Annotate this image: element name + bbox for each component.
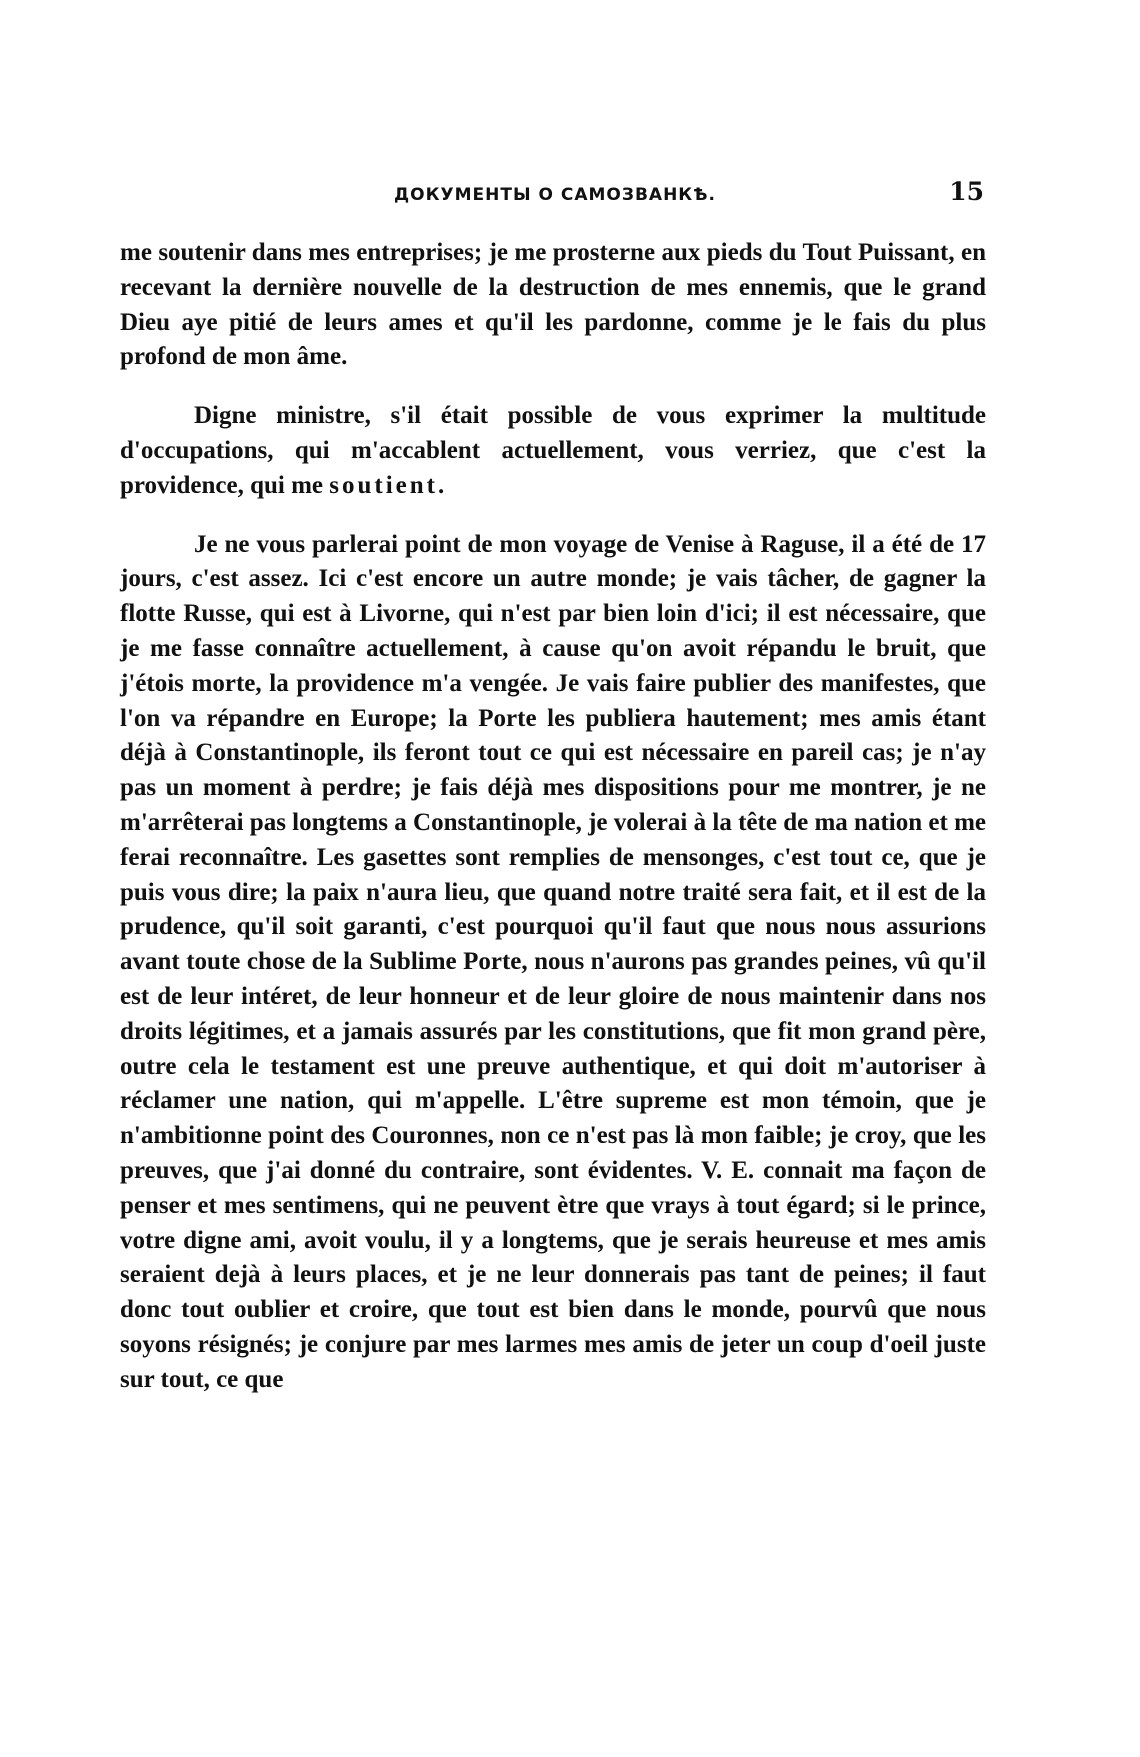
- paragraph-2: [120, 399, 986, 503]
- paragraph-2-text: Digne ministre, s'il était possible de vous exprimer la multitude d'occupations, qui m'accablent actuellement, vous verriez, que c'est la providence, qui me: [120, 402, 986, 499]
- paragraph-2-spaced-word: soutient.: [329, 471, 448, 499]
- paragraph-3: Je ne vous parlerai point de mon voyage de Venise à Raguse, il a été de 17 jours, c'est assez. Ici c'est encore un autre monde; je vais tâcher, de gagner la flotte Russe, qui est à Livorne, qui n'est par bien loin d'ici; il est nécessaire, que je me fasse connaître actuellement, à cause qu'on avoit répandu le bruit, que j'étois morte, la providence m'a vengée. Je vais faire publier des manifestes, que l'on va répandre en Europe; la Porte les publiera hautement; mes amis étant déjà à Constantinople, ils feront tout ce qui est nécessaire en pareil cas; je n'ay pas un moment à perdre; je fais déjà mes dispositions pour me montrer, je ne m'arrêterai pas longtems a Constantinople, je volerai à la tête de ma nation et me ferai reconnaître. Les gasettes sont remplies de mensonges, c'est tout ce, que je puis vous dire; la paix n'aura lieu, que quand notre traité sera fait, et il est de la prudence, qu'il soit garanti, c'est pourquoi qu'il faut que nous nous assurions avant toute chose de la Sublime Porte, nous n'aurons pas grandes peines, vû qu'il est de leur intéret, de leur honneur et de leur gloire de nous maintenir dans nos droits légitimes, et a jamais assurés par les constitutions, que fit mon grand père, outre cela le testament est une preuve authentique, et qui doit m'autoriser à réclamer une nation, qui m'appelle. L'être supreme est mon témoin, que je n'ambitionne point des Couronnes, non ce n'est pas là mon faible; je croy, que les preuves, que j'ai donné du contraire, sont évidentes. V. E. connait ma façon de penser et mes sentimens, qui ne peuvent ètre que vrays à tout égard; si le prince, votre digne ami, avoit voulu, il y a longtems, que je serais heureuse et mes amis seraient dejà à leurs places, et je ne leur donnerais pas tant de peines; il faut donc tout oublier et croire, que tout est bien dans le monde, pourvû que nous soyons résignés; je conjure par mes larmes mes amis de jeter un coup d'oeil juste sur tout, ce que: [120, 530, 986, 1393]
- paragraph-1: me soutenir dans mes entreprises; je me prosterne aux pieds du Tout Puissant, en recevant la dernière nouvelle de la destruction de mes ennemis, que le grand Dieu aye pitié de leurs ames et qu'il les pardonne, comme je le fais du plus profond de mon âme.: [120, 239, 986, 371]
- body-text: [120, 236, 986, 1398]
- page-number: 15: [949, 177, 984, 206]
- running-header: [120, 177, 990, 213]
- running-title: ДОКУМЕНТЫ О САМОЗВАНКѢ.: [394, 185, 716, 205]
